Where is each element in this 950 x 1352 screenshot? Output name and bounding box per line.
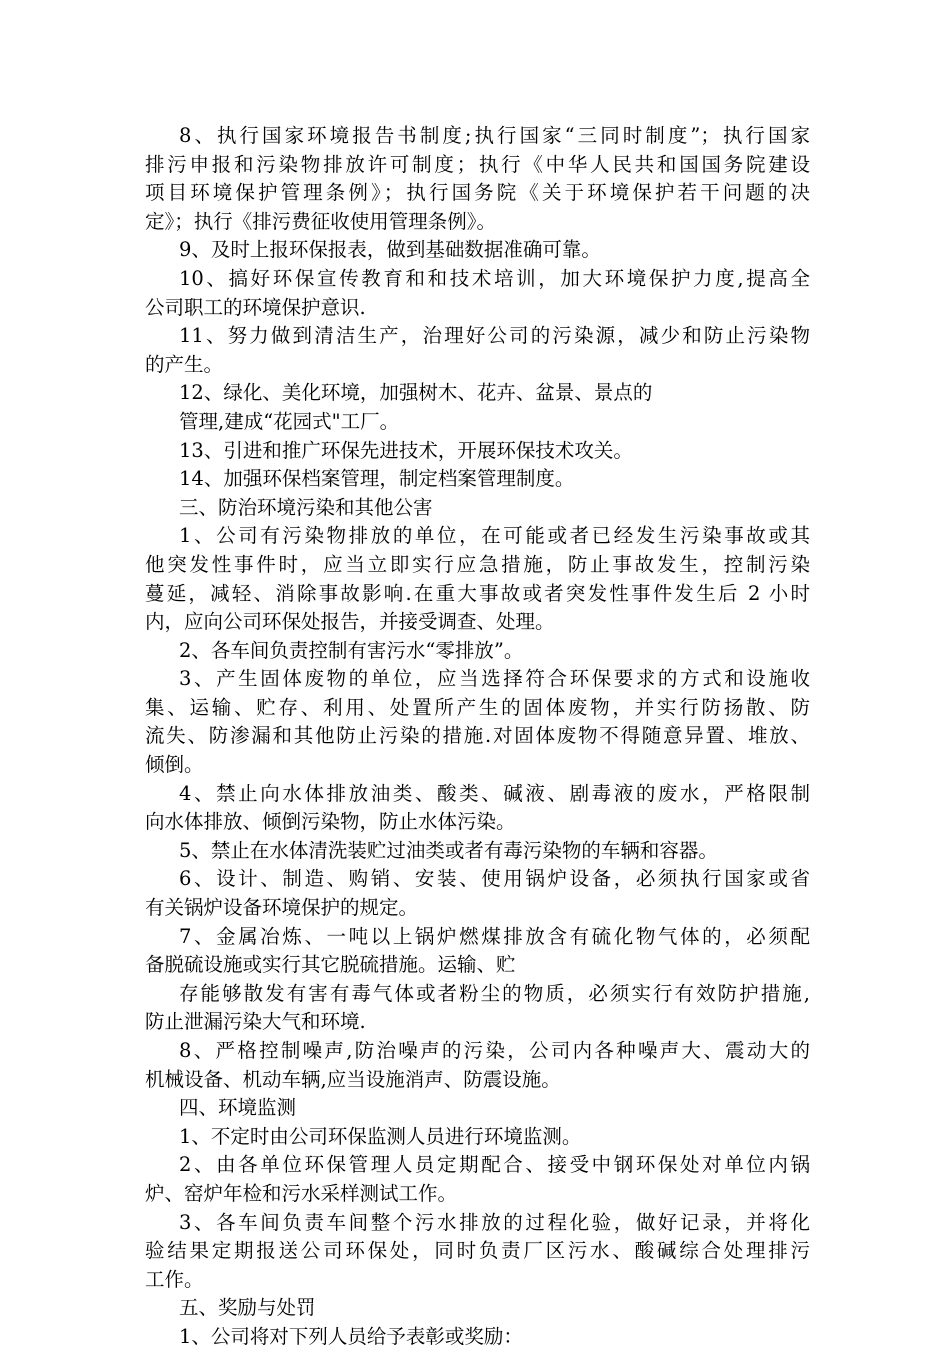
text-line: 流失、防渗漏和其他防止污染的措施.对固体废物不得随意异置、堆放、 (145, 724, 810, 748)
text-line: 定》；执行《排污费征收使用管理条例》。 (145, 209, 497, 233)
text-line: 8、严格控制噪声,防治噪声的污染，公司内各种噪声大、震动大的 (179, 1039, 810, 1062)
text-line: 7、金属冶炼、一吨以上锅炉燃煤排放含有硫化物气体的，必须配 (179, 924, 810, 948)
text-line: 8、执行国家环境报告书制度;执行国家“三同时制度”；执行国家 (179, 124, 810, 147)
text-line: 公司职工的环境保护意识. (145, 295, 366, 319)
text-line: 验结果定期报送公司环保处，同时负责厂区污水、酸碱综合处理排污 (145, 1239, 810, 1263)
text-line: 4、禁止向水体排放油类、酸类、碱液、剧毒液的废水，严格限制 (179, 781, 810, 805)
text-line: 工作。 (145, 1267, 204, 1291)
text-line: 三、防治环境污染和其他公害 (179, 495, 433, 519)
text-line: 蔓延，减轻、消除事故影响.在重大事故或者突发性事件发生后 2 小时 (145, 581, 810, 605)
text-line: 他突发性事件时，应当立即实行应急措施，防止事故发生，控制污染 (145, 552, 810, 576)
text-line: 内，应向公司环保处报告，并接受调查、处理。 (145, 610, 555, 634)
text-line: 14、加强环保档案管理，制定档案管理制度。 (179, 467, 575, 491)
text-line: 四、环境监测 (179, 1096, 297, 1120)
text-line: 五、奖励与处罚 (179, 1296, 316, 1320)
text-line: 炉、窑炉年检和污水采样测试工作。 (145, 1181, 458, 1205)
text-line: 存能够散发有害有毒气体或者粉尘的物质，必须实行有效防护措施, (179, 981, 810, 1005)
text-line: 倾倒。 (145, 753, 204, 777)
text-line: 12、绿化、美化环境，加强树木、花卉、盆景、景点的 (179, 381, 653, 405)
text-line: 排污申报和污染物排放许可制度；执行《中华人民共和国国务院建设 (145, 152, 810, 176)
text-line: 管理,建成“花园式"工厂。 (179, 409, 400, 433)
text-line: 的产生。 (145, 352, 224, 376)
text-line: 2、由各单位环保管理人员定期配合、接受中钢环保处对单位内锅 (179, 1153, 810, 1177)
text-line: 防止泄漏污染大气和环境. (145, 1010, 366, 1034)
text-line: 13、引进和推广环保先进技术，开展环保技术攻关。 (179, 438, 633, 462)
text-line: 有关锅炉设备环境保护的规定。 (145, 896, 419, 920)
text-line: 10、搞好环保宣传教育和和技术培训，加大环境保护力度,提高全 (179, 266, 810, 290)
text-line: 1、公司将对下列人员给予表彰或奖励： (179, 1324, 523, 1348)
text-line: 3、产生固体废物的单位，应当选择符合环保要求的方式和设施收 (179, 667, 810, 691)
text-line: 备脱硫设施或实行其它脱硫措施。运输、贮 (145, 953, 516, 977)
text-line: 向水体排放、倾倒污染物，防止水体污染。 (145, 810, 516, 834)
text-line: 集、运输、贮存、利用、处置所产生的固体废物，并实行防扬散、防 (145, 695, 810, 719)
text-line: 1、不定时由公司环保监测人员进行环境监测。 (179, 1124, 582, 1148)
text-line: 3、各车间负责车间整个污水排放的过程化验，做好记录，并将化 (179, 1210, 810, 1234)
text-line: 项目环境保护管理条例》；执行国务院《关于环境保护若干问题的决 (145, 181, 810, 205)
text-line: 2、各车间负责控制有害污水“零排放”。 (179, 638, 524, 662)
text-line: 1、公司有污染物排放的单位，在可能或者已经发生污染事故或其 (179, 524, 810, 548)
text-line: 9、及时上报环保报表，做到基础数据准确可靠。 (179, 238, 601, 262)
text-line: 6、设计、制造、购销、安装、使用锅炉设备，必须执行国家或省 (179, 867, 810, 891)
text-line: 5、禁止在水体清洗装贮过油类或者有毒污染物的车辆和容器。 (179, 838, 718, 862)
text-line: 机械设备、机动车辆,应当设施消声、防震设施。 (145, 1067, 561, 1091)
text-line: 11、努力做到清洁生产，治理好公司的污染源，减少和防止污染物 (179, 324, 810, 348)
document-body (145, 122, 810, 1352)
